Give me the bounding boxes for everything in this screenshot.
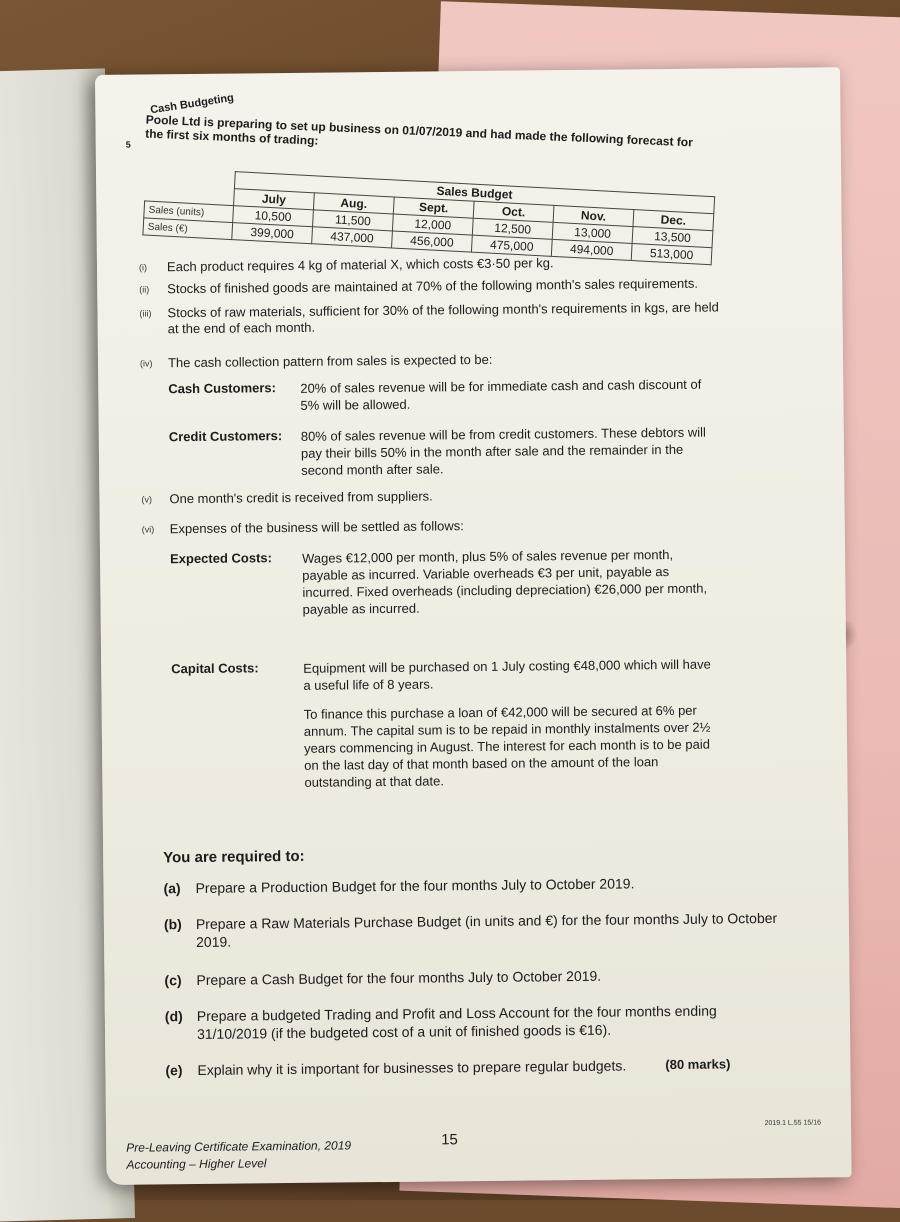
requirements-section xyxy=(158,843,778,1119)
item-text: One month's credit is received from suppliers. xyxy=(169,488,433,507)
table-caption: Sales Budget xyxy=(234,172,714,214)
section-title: Cash Budgeting xyxy=(149,91,235,117)
table-cell: 456,000 xyxy=(392,231,473,252)
marks-label: (80 marks) xyxy=(665,1056,731,1073)
requirement-b xyxy=(163,909,784,950)
item-text: Stocks of raw materials, sufficient for 30% of the following month's requirements in kgs, are held at the end of each month. xyxy=(167,299,719,337)
requirement-letter: (b) xyxy=(163,916,182,933)
item-text: Expenses of the business will be settled as follows: xyxy=(169,518,464,537)
table-cell: 10,500 xyxy=(233,206,314,227)
requirement-text: Prepare a budgeted Trading and Profit and Loss Account for the four months ending 31/10/2019 (if the budgeted cost of a unit of finished goods is €16). xyxy=(196,1002,717,1042)
exam-page xyxy=(95,67,852,1185)
expected-costs-label: Expected Costs: xyxy=(169,550,273,567)
question-intro: Poole Ltd is preparing to set up business on 01/07/2019 and had made the following forecast for the first six months of trading: xyxy=(144,112,694,150)
table-cell: 437,000 xyxy=(312,227,393,248)
credit-customers-label: Credit Customers: xyxy=(168,428,283,445)
table-cell: 399,000 xyxy=(232,223,313,244)
page-footer xyxy=(126,1137,351,1173)
item-text: The cash collection pattern from sales is expected to be: xyxy=(167,351,493,371)
cash-customers-text: 20% of sales revenue will be for immediate cash and cash discount of 5% will be allowed. xyxy=(300,376,702,413)
month-header: Dec. xyxy=(633,210,714,231)
sales-budget-table xyxy=(142,166,715,265)
item-v xyxy=(141,485,731,507)
item-iv xyxy=(139,349,730,478)
expected-costs-text: Wages €12,000 per month, plus 5% of sales revenue per month, payable as incurred. Variable overheads €3 per unit, payable as incurred. Fixed overheads (including depreciation) €26,000 per month, payable as incurred. xyxy=(301,546,708,617)
question-number: 5 xyxy=(125,139,131,150)
table-cell: 13,000 xyxy=(552,222,633,243)
footer-exam-name: Pre-Leaving Certificate Examination, 2019 xyxy=(126,1138,352,1155)
item-number: (iii) xyxy=(139,308,152,319)
capital-costs-label: Capital Costs: xyxy=(171,660,259,677)
requirement-letter: (a) xyxy=(163,880,181,897)
requirement-text: Prepare a Raw Materials Purchase Budget (in units and €) for the four months July to October 2019. xyxy=(195,909,778,950)
requirement-letter: (c) xyxy=(164,972,182,989)
cash-customers-label: Cash Customers: xyxy=(168,380,277,397)
table-cell: 12,000 xyxy=(392,214,473,235)
item-number: (i) xyxy=(138,262,148,273)
item-text: Each product requires 4 kg of material X, which costs €3·50 per kg. xyxy=(166,255,554,275)
month-header: Oct. xyxy=(473,201,554,222)
item-text: Stocks of finished goods are maintained at 70% of the following month's sales requirements. xyxy=(167,275,699,297)
month-header: Nov. xyxy=(553,205,634,226)
footer-subject: Accounting – Higher Level xyxy=(126,1156,267,1172)
item-number: (vi) xyxy=(141,524,155,535)
item-vi xyxy=(141,515,732,790)
requirement-c xyxy=(164,965,784,989)
exam-code: 2019.1 L.55 15/16 xyxy=(764,1119,822,1128)
requirements-title: You are required to: xyxy=(163,847,305,867)
month-header: Aug. xyxy=(313,193,394,214)
requirement-text: Explain why it is important for businesses to prepare regular budgets. xyxy=(197,1057,627,1078)
month-header: July xyxy=(234,189,315,210)
month-header: Sept. xyxy=(393,197,474,218)
item-number: (ii) xyxy=(139,284,150,295)
table-cell: 12,500 xyxy=(472,218,553,239)
table-cell: 11,500 xyxy=(313,210,394,231)
requirement-letter: (d) xyxy=(164,1008,183,1025)
requirement-a xyxy=(163,873,783,897)
credit-customers-text: 80% of sales revenue will be from credit customers. These debtors will pay their bills 50% in the month after sale and the remainder in the second month after sale. xyxy=(300,424,706,478)
table-cell: 13,500 xyxy=(632,227,713,248)
table-cell: 494,000 xyxy=(551,239,632,260)
item-number: (iv) xyxy=(139,358,153,369)
row-label: Sales (units) xyxy=(144,201,234,223)
item-iii xyxy=(139,299,729,337)
item-number: (v) xyxy=(141,494,152,505)
requirement-d xyxy=(164,1001,785,1042)
requirement-text: Prepare a Production Budget for the four months July to October 2019. xyxy=(195,875,635,896)
requirement-letter: (e) xyxy=(165,1062,183,1079)
capital-costs-text-1: Equipment will be purchased on 1 July costing €48,000 which will have a useful life of 8 years. xyxy=(303,656,711,693)
page-number: 15 xyxy=(441,1131,458,1149)
capital-costs-text-2: To finance this purchase a loan of €42,000 will be secured at 6% per annum. The capital sum is to be repaid in monthly instalments over 2½ years commencing in August. The interest for each month is to be paid on the last day of that month based on the amount of the loan outstanding at that date. xyxy=(303,702,711,790)
row-label: Sales (€) xyxy=(143,218,233,240)
requirement-text: Prepare a Cash Budget for the four months July to October 2019. xyxy=(196,967,602,988)
item-ii xyxy=(139,275,729,297)
table-cell: 513,000 xyxy=(631,244,712,265)
table-cell: 475,000 xyxy=(471,235,552,256)
